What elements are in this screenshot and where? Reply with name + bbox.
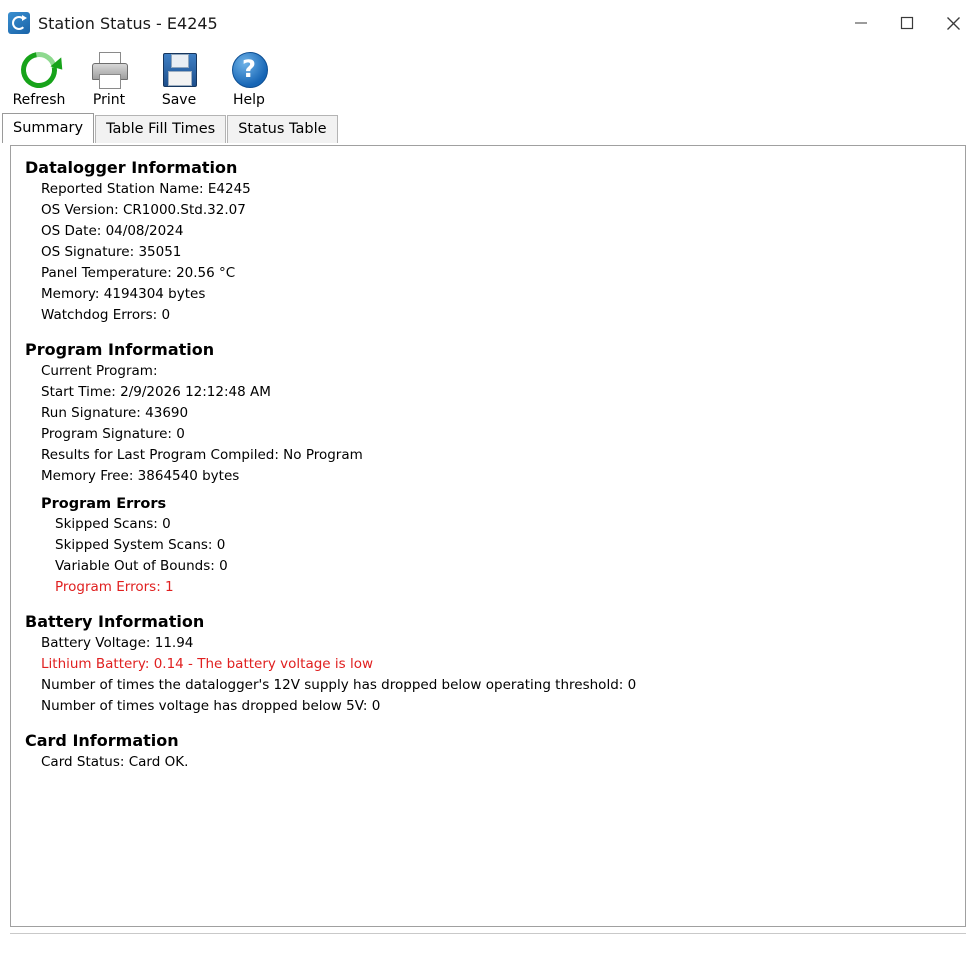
datalogger-line: OS Signature: 35051 — [41, 244, 182, 260]
close-button[interactable] — [930, 0, 976, 46]
datalogger-line: Memory: 4194304 bytes — [41, 286, 206, 302]
status-bar — [10, 933, 966, 950]
battery-information-heading: Battery Information — [25, 612, 205, 631]
program-error-line: Skipped Scans: 0 — [55, 516, 171, 532]
window-title: Station Status - E4245 — [38, 13, 218, 33]
refresh-button[interactable] — [4, 47, 74, 108]
program-error-line: Program Errors: 1 — [55, 579, 174, 595]
tab-table-fill-times[interactable]: Table Fill Times — [95, 115, 226, 143]
datalogger-line: Watchdog Errors: 0 — [41, 307, 171, 323]
program-line: Current Program: — [41, 363, 158, 379]
datalogger-line: Panel Temperature: 20.56 °C — [41, 265, 236, 281]
card-information-heading: Card Information — [25, 731, 179, 750]
program-errors-heading: Program Errors — [41, 496, 167, 512]
program-line: Program Signature: 0 — [41, 426, 185, 442]
refresh-label: Refresh — [12, 92, 66, 108]
help-icon: ? — [228, 49, 270, 91]
tab-summary[interactable]: Summary — [2, 113, 94, 143]
battery-line: Number of times voltage has dropped below 5V: 0 — [41, 698, 381, 714]
close-icon — [946, 16, 961, 31]
battery-line: Lithium Battery: 0.14 - The battery voltage is low — [41, 656, 374, 672]
title-bar — [0, 0, 976, 47]
program-line: Run Signature: 43690 — [41, 405, 189, 421]
spacer — [25, 326, 951, 340]
maximize-button[interactable] — [884, 0, 930, 46]
spacer — [25, 598, 951, 612]
program-error-line: Variable Out of Bounds: 0 — [55, 558, 228, 574]
minimize-button[interactable] — [838, 0, 884, 46]
print-button[interactable] — [74, 47, 144, 108]
datalogger-line: OS Date: 04/08/2024 — [41, 223, 184, 239]
program-line: Results for Last Program Compiled: No Program — [41, 447, 363, 463]
summary-panel — [10, 145, 966, 927]
battery-line: Number of times the datalogger's 12V supply has dropped below operating threshold: 0 — [41, 677, 637, 693]
datalogger-information-heading: Datalogger Information — [25, 158, 238, 177]
tab-status-table[interactable]: Status Table — [227, 115, 337, 143]
spacer — [25, 717, 951, 731]
program-line: Memory Free: 3864540 bytes — [41, 468, 240, 484]
spacer — [25, 487, 951, 496]
print-label: Print — [92, 92, 126, 108]
save-icon — [158, 49, 200, 91]
battery-line: Battery Voltage: 11.94 — [41, 635, 194, 651]
help-button[interactable] — [214, 47, 284, 108]
toolbar — [0, 47, 976, 113]
maximize-icon — [900, 16, 914, 30]
program-error-line: Skipped System Scans: 0 — [55, 537, 226, 553]
help-label: Help — [233, 92, 265, 108]
save-label: Save — [161, 92, 197, 108]
save-button[interactable] — [144, 47, 214, 108]
minimize-icon — [854, 16, 868, 30]
window-controls — [838, 0, 976, 46]
refresh-icon — [18, 49, 60, 91]
printer-icon — [88, 49, 130, 91]
tab-strip — [0, 113, 976, 143]
datalogger-line: OS Version: CR1000.Std.32.07 — [41, 202, 246, 218]
card-line: Card Status: Card OK. — [41, 754, 189, 770]
program-line: Start Time: 2/9/2026 12:12:48 AM — [41, 384, 271, 400]
datalogger-line: Reported Station Name: E4245 — [41, 181, 251, 197]
program-information-heading: Program Information — [25, 340, 215, 359]
app-icon — [8, 12, 30, 34]
